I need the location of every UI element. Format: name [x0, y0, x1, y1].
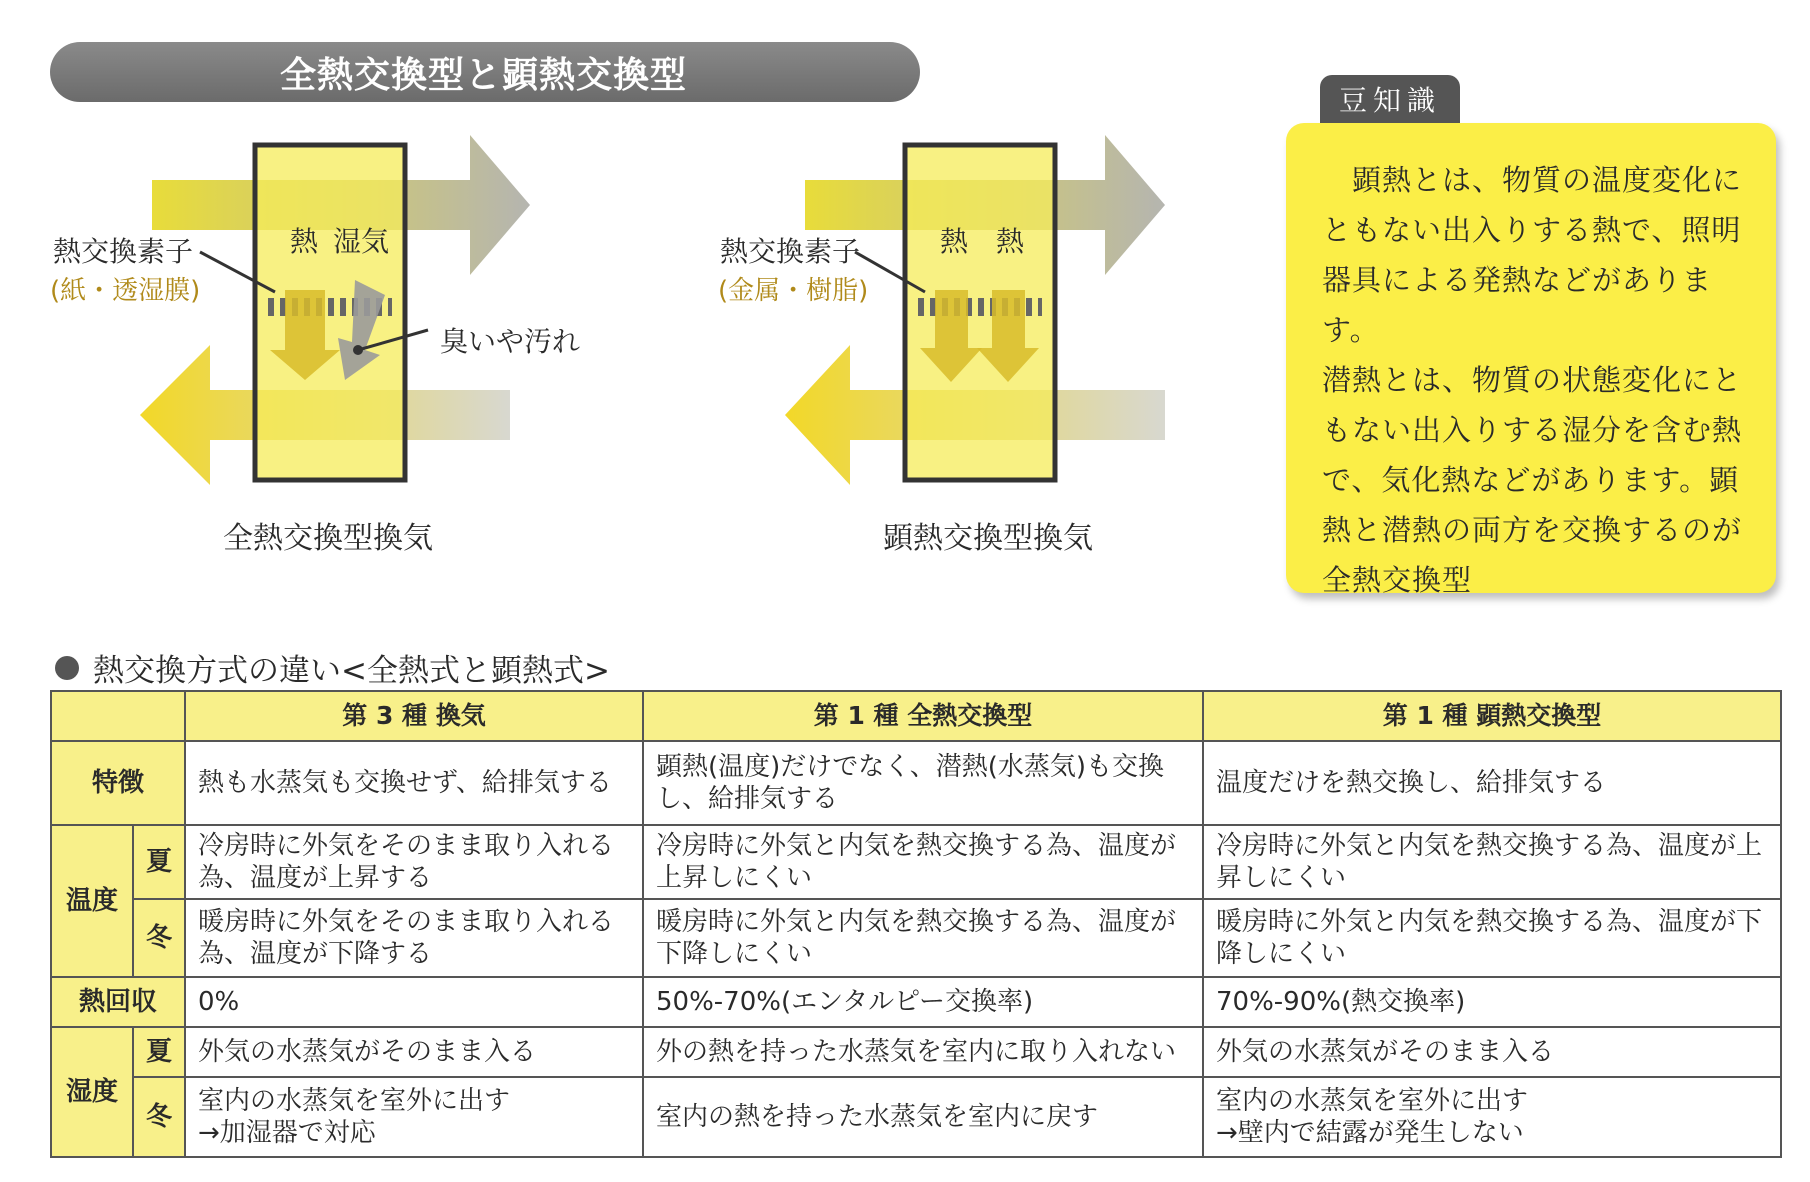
- table-cell: 暖房時に外気をそのまま取り入れる為、温度が下降する: [185, 899, 643, 977]
- moisture-label: 湿気: [333, 225, 390, 258]
- table-cell: 室内の水蒸気を室外に出す →壁内で結露が発生しない: [1203, 1077, 1781, 1157]
- page-title: 全熱交換型と顕熱交換型: [280, 54, 688, 96]
- comparison-table: [50, 690, 1782, 1158]
- section-title-bar: [50, 42, 920, 102]
- column-header: 第 1 種 顕熱交換型: [1203, 691, 1781, 741]
- table-cell: 暖房時に外気と内気を熱交換する為、温度が下降しにくい: [1203, 899, 1781, 977]
- tips-line: 全熱交換型: [1322, 563, 1473, 597]
- element-label: 熱交換素子: [53, 235, 194, 268]
- season-header: 夏: [133, 1027, 185, 1077]
- odor-label: 臭いや汚れ: [440, 325, 581, 358]
- element-material: (金属・樹脂): [718, 276, 869, 306]
- table-cell: 外気の水蒸気がそのまま入る: [185, 1027, 643, 1077]
- tips-tab: 豆知識: [1320, 75, 1460, 123]
- element-label: 熱交換素子: [720, 235, 861, 268]
- row-header: 特徴: [51, 741, 185, 825]
- diagram-caption: 顕熱交換型換気: [883, 521, 1093, 556]
- table-row: [51, 825, 1781, 899]
- table-cell: 冷房時に外気をそのまま取り入れる為、温度が上昇する: [185, 825, 643, 899]
- table-cell: 室内の熱を持った水蒸気を室内に戻す: [643, 1077, 1203, 1157]
- element-material: (紙・透湿膜): [50, 276, 201, 306]
- table-cell: 外の熱を持った水蒸気を室内に取り入れない: [643, 1027, 1203, 1077]
- tips-box: [1286, 123, 1776, 597]
- table-cell: 暖房時に外気と内気を熱交換する為、温度が下降しにくい: [643, 899, 1203, 977]
- table-cell: 冷房時に外気と内気を熱交換する為、温度が上昇しにくい: [643, 825, 1203, 899]
- column-header: 第 1 種 全熱交換型: [643, 691, 1203, 741]
- table-cell: 顕熱(温度)だけでなく、潜熱(水蒸気)も交換し、給排気する: [643, 741, 1203, 825]
- tips-line: で、気化熱などがあります。顕: [1322, 463, 1740, 497]
- heat-label: 熱: [290, 225, 319, 258]
- diagram-total-heat: [40, 120, 581, 560]
- table-row: [51, 1077, 1781, 1157]
- row-header: 湿度: [51, 1027, 133, 1157]
- season-header: 冬: [133, 899, 185, 977]
- column-header: 第 3 種 換気: [185, 691, 643, 741]
- table-row: [51, 899, 1781, 977]
- table-cell: 0%: [185, 977, 643, 1027]
- table-cell: 70%-90%(熱交換率): [1203, 977, 1781, 1027]
- tips-line: 潜熱とは、物質の状態変化にと: [1322, 363, 1743, 397]
- tips-line: ともない出入りする熱で、照明: [1322, 213, 1742, 247]
- heat-label-1: 熱: [940, 225, 969, 258]
- table-cell: 50%-70%(エンタルピー交換率): [643, 977, 1203, 1027]
- diagram-sensible-heat: [700, 120, 1220, 560]
- tips-line: 顕熱とは、物質の温度変化に: [1322, 163, 1743, 197]
- table-row: [51, 741, 1781, 825]
- bullet-icon: [55, 656, 79, 680]
- sensible-heat-exchanger-illustration: [700, 120, 1180, 540]
- tips-line: もない出入りする湿分を含む熱: [1322, 413, 1743, 447]
- table-header-row: [51, 691, 1781, 741]
- section-heading: 熱交換方式の違い<全熱式と顕熱式>: [55, 645, 610, 690]
- heat-label-2: 熱: [996, 225, 1025, 258]
- corner-cell: [51, 691, 185, 741]
- row-header: 熱回収: [51, 977, 185, 1027]
- table-cell: 冷房時に外気と内気を熱交換する為、温度が上昇しにくい: [1203, 825, 1781, 899]
- diagram-caption: 全熱交換型換気: [223, 521, 433, 556]
- table-cell: 室内の水蒸気を室外に出す →加湿器で対応: [185, 1077, 643, 1157]
- season-header: 冬: [133, 1077, 185, 1157]
- table-cell: 外気の水蒸気がそのまま入る: [1203, 1027, 1781, 1077]
- table-cell: 熱も水蒸気も交換せず、給排気する: [185, 741, 643, 825]
- tips-line: 熱と潜熱の両方を交換するのが: [1322, 513, 1743, 547]
- table-row: [51, 977, 1781, 1027]
- season-header: 夏: [133, 825, 185, 899]
- table-cell: 温度だけを熱交換し、給排気する: [1203, 741, 1781, 825]
- tips-line: 器具による発熱などがあります。: [1322, 263, 1713, 347]
- table-row: [51, 1027, 1781, 1077]
- row-header: 温度: [51, 825, 133, 977]
